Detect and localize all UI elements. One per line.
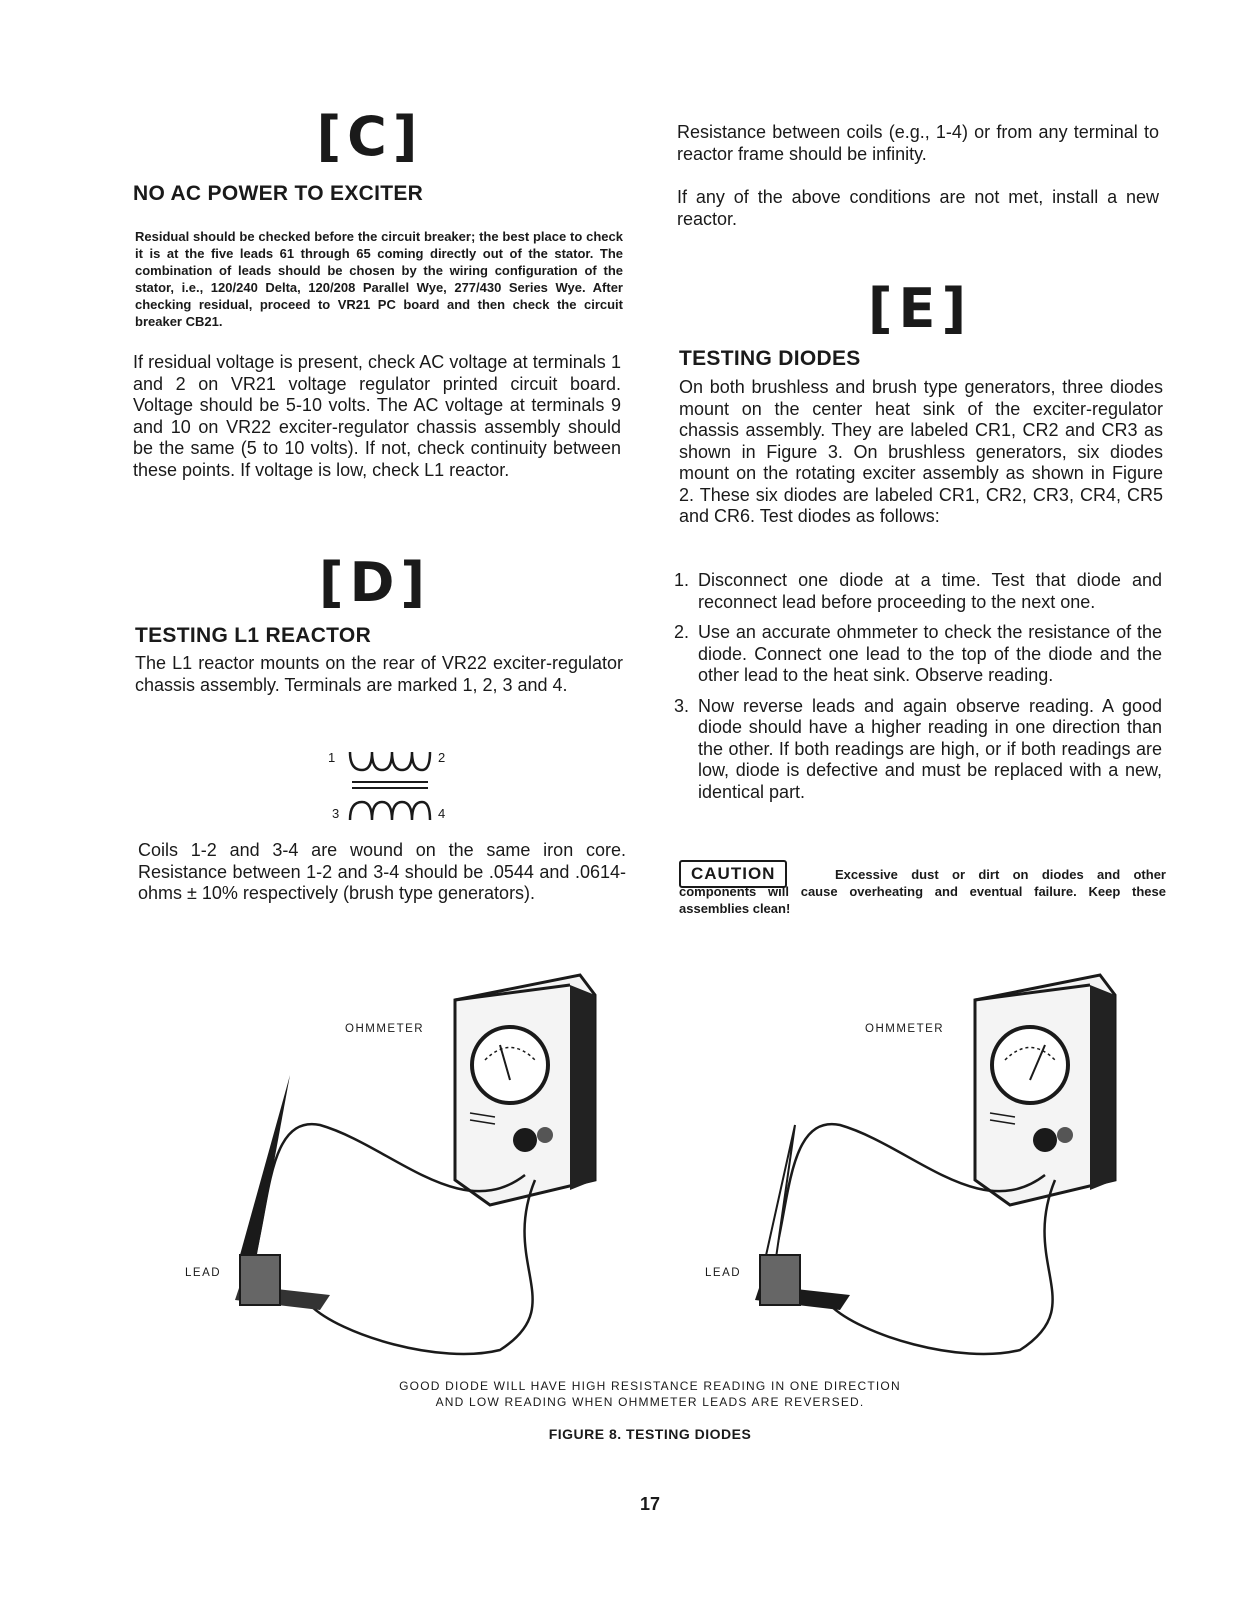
section-d-body3: Resistance between coils (e.g., 1-4) or from any terminal to reactor frame should be infinity. xyxy=(677,122,1159,164)
section-c-body: If residual voltage is present, check AC voltage at terminals 1 and 2 on VR21 voltage regulator printed circuit board. Voltage should be 5-10 volts. The AC voltage at terminals 9 and 10 on VR22 exciter-regulator chassis assembly should be the same (5 to 10 volts). If not, check continuity between these points. If voltage is low, check L1 reactor. xyxy=(133,352,621,480)
lead-label: LEAD xyxy=(185,1267,222,1279)
coil-terminal-1: 1 xyxy=(328,750,336,765)
section-e-marker: [E] xyxy=(867,277,973,340)
section-c-marker: [C] xyxy=(316,105,424,168)
figure-title: FIGURE 8. TESTING DIODES xyxy=(548,1426,752,1442)
section-c-note: Residual should be checked before the circuit breaker; the best place to check it is at the five leads 61 through 65 coming directly out of the stator. The combination of leads should be chosen by the wiring configuration of the stator, i.e., 120/240 Delta, 120/208 Parallel Wye, 277/430 Series Wye. After checking residual, proceed to VR21 PC board and then check the circuit breaker CB21. xyxy=(135,229,623,329)
section-e-body: On both brushless and brush type generators, three diodes mount on the center heat sink of the exciter-regulator chassis assembly. They are labeled CR1, CR2 and CR3 as shown in Figure 3. On brushless generators, six diodes mount on the rotating exciter assembly as shown in Figure 2. These six diodes are labeled CR1, CR2, CR3, CR4, CR5 and CR6. Test diodes as follows: xyxy=(679,377,1163,526)
section-d-body2: Coils 1-2 and 3-4 are wound on the same iron core. Resistance between 1-2 and 3-4 should be .0544 and .0614-ohms ± 10% respectively (brush type generators). xyxy=(138,840,626,903)
ohmmeter-figure-left xyxy=(140,965,640,1365)
step-item: 3. Now reverse leads and again observe reading. A good diode should have a higher reading in one direction than the other. If both readings are high, or if both readings are low, diode is defective and must be replaced with a new, identical part. xyxy=(694,696,1162,804)
section-d-marker: [D] xyxy=(318,551,432,614)
figure-caption xyxy=(240,1378,1060,1410)
lead-label: LEAD xyxy=(705,1267,742,1279)
section-c-heading: NO AC POWER TO EXCITER xyxy=(133,182,424,205)
ohmmeter-label: OHMMETER xyxy=(865,1023,945,1035)
caution-text: Excessive dust or dirt on diodes and other components will cause overheating and eventual failure. Keep these assemblies clean! xyxy=(679,867,1166,916)
step-item: 1. Disconnect one diode at a time. Test that diode and reconnect lead before proceeding to the next one. xyxy=(694,570,1162,613)
step-item: 2. Use an accurate ohmmeter to check the resistance of the diode. Connect one lead to the top of the diode and the other lead to the heat sink. Observe reading. xyxy=(694,622,1162,687)
caution-label: CAUTION xyxy=(679,860,787,888)
ohmmeter-label: OHMMETER xyxy=(345,1023,425,1035)
coil-terminal-3: 3 xyxy=(332,806,340,821)
reactor-coil-diagram xyxy=(320,740,460,830)
coil-terminal-4: 4 xyxy=(438,806,446,821)
figure-caption-line1: GOOD DIODE WILL HAVE HIGH RESISTANCE READING IN ONE DIRECTION xyxy=(399,1379,901,1393)
diode-test-steps xyxy=(658,570,1162,812)
figure-caption-line2: AND LOW READING WHEN OHMMETER LEADS ARE REVERSED. xyxy=(435,1395,865,1409)
section-d-heading: TESTING L1 REACTOR xyxy=(135,624,372,647)
section-d-body: The L1 reactor mounts on the rear of VR22 exciter-regulator chassis assembly. Terminals are marked 1, 2, 3 and 4. xyxy=(135,653,623,695)
coil-terminal-2: 2 xyxy=(438,750,446,765)
section-d-body4: If any of the above conditions are not met, install a new reactor. xyxy=(677,187,1159,229)
ohmmeter-figure-right xyxy=(660,965,1160,1365)
page-number: 17 xyxy=(639,1494,661,1514)
section-e-heading: TESTING DIODES xyxy=(679,347,861,370)
